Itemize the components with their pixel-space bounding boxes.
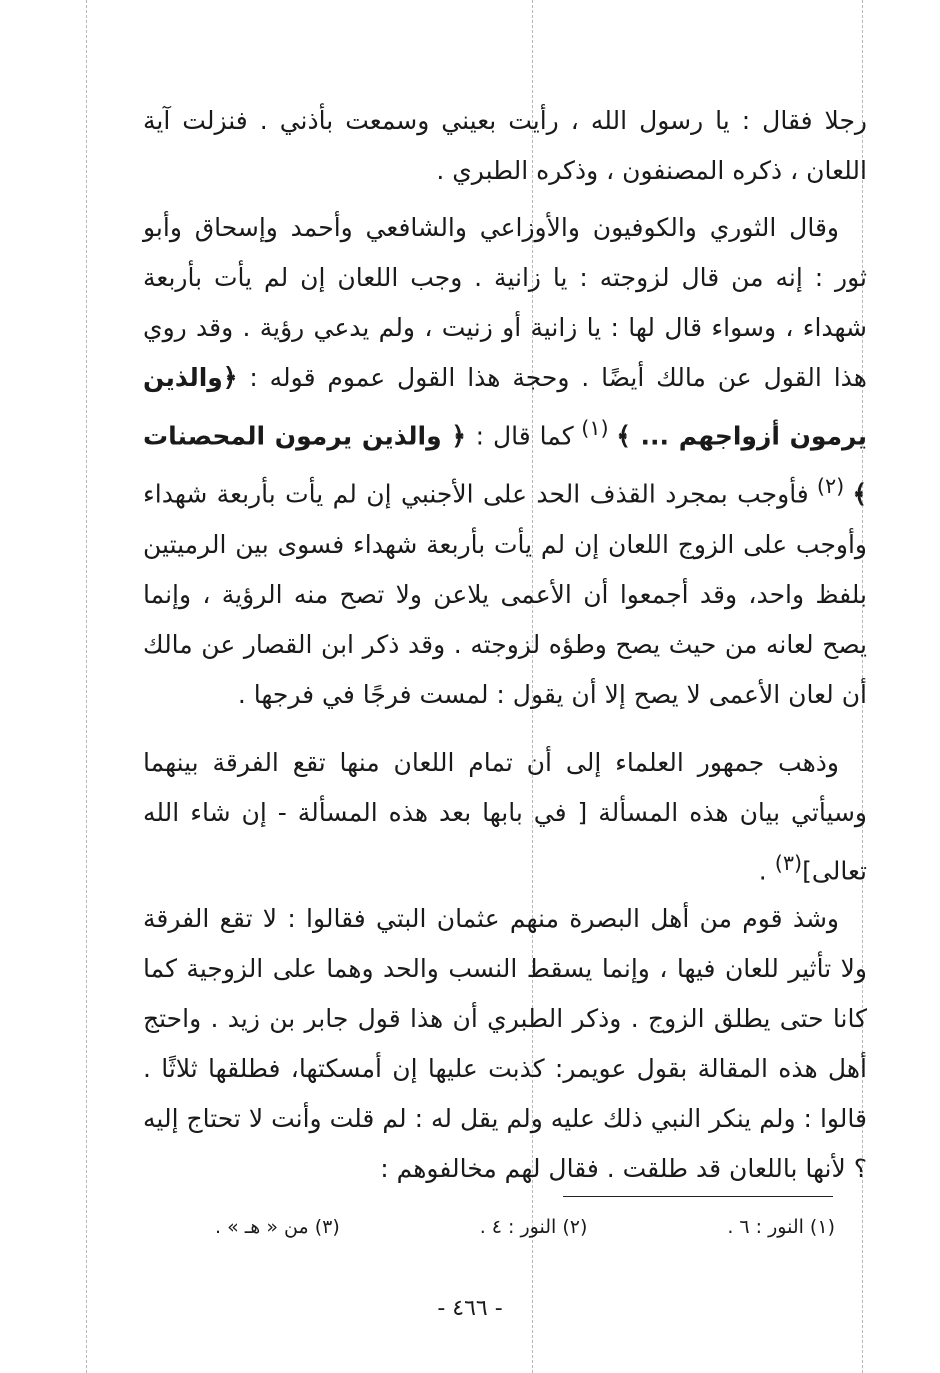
footnotes: [215, 1213, 835, 1241]
footnote-ref-2: (٢): [808, 474, 853, 499]
paragraph-1: رجلا فقال : يا رسول الله ، رأيت بعيني وسمعت بأذني . فنزلت آية اللعان ، ذكره المصنفون ، وذكره الطبري .: [143, 106, 867, 185]
paragraph-3-end: .: [758, 856, 775, 886]
footnote-ref-1: (١): [573, 416, 617, 440]
footnote-ref-3: (٣): [774, 851, 803, 875]
paragraph-2-mid: كما قال :: [475, 421, 574, 451]
paragraph-1-block: [143, 96, 867, 196]
paragraph-2-block: [143, 203, 867, 720]
scan-artifact-line: [86, 0, 87, 1373]
quran-verse-1: ﴿والذين يرمون أزواجهم ... ﴾: [143, 363, 867, 451]
paragraph-2-rest: فأوجب بمجرد القذف الحد على الأجنبي إن لم يأت بأربعة شهداء وأوجب على الزوج اللعان إن لم يأت بأربعة شهداء فسوى بين الرميتين بلفظ واحد، وقد أجمعوا أن الأعمى يلاعن ولا تصح منه الرؤية ، وإنما يصح لعانه من حيث يصح وطؤه لزوجته . وقد ذكر ابن القصار عن مالك أن لعان الأعمى لا يصح إلا أن يقول : لمست فرجًا في فرجها .: [143, 479, 867, 709]
paragraph-4: وشذ قوم من أهل البصرة منهم عثمان البتي فقالوا : لا تقع الفرقة ولا تأثير للعان فيها ، وإنما يسقط النسب والحد وهما على الزوجية كما كانا حتى يطلق الزوج . وذكر الطبري أن هذا قول جابر بن زيد . واحتج أهل هذه المقالة بقول عويمر: كذبت عليها إن أمسكتها، فطلقها ثلاثًا . قالوا : ولم ينكر النبي ذلك عليه ولم يقل له : لم قلت وأنت لا تحتاج إليه ؟ لأنها باللعان قد طلقت . فقال لهم مخالفوهم :: [143, 904, 867, 1183]
quran-verse-2: ﴿ والذين يرمون المحصنات ﴾: [143, 421, 868, 509]
paragraph-2: [143, 203, 867, 720]
paragraph-3: [143, 738, 867, 896]
paragraph-2-intro: وقال الثوري والكوفيون والأوزاعي والشافعي وأحمد وإسحاق وأبو ثور : إنه من قال لزوجته : يا زانية . وجب اللعان إن لم يأت بأربعة شهداء ، وسواء قال لها : يا زانية أو زنيت ، ولم يدعي رؤية . وقد روي هذا القول عن مالك أيضًا . وحجة هذا القول عموم قوله :: [143, 213, 867, 392]
footnote-2: (٢) النور : ٤ .: [479, 1216, 588, 1238]
footnote-3: (٣) من « هـ » .: [215, 1216, 340, 1238]
paragraph-4-block: [143, 894, 867, 1194]
paragraph-3-main: وذهب جمهور العلماء إلى أن تمام اللعان منها تقع الفرقة بينهما وسيأتي بيان هذه المسألة [ في بابها بعد هذه المسألة - إن شاء الله تعالى]: [143, 748, 867, 886]
page-number: - ٤٦٦ -: [437, 1296, 503, 1321]
paragraph-3-block: [143, 738, 867, 896]
footnote-divider: [563, 1196, 833, 1197]
footnote-1: (١) النور : ٦ .: [727, 1216, 835, 1238]
